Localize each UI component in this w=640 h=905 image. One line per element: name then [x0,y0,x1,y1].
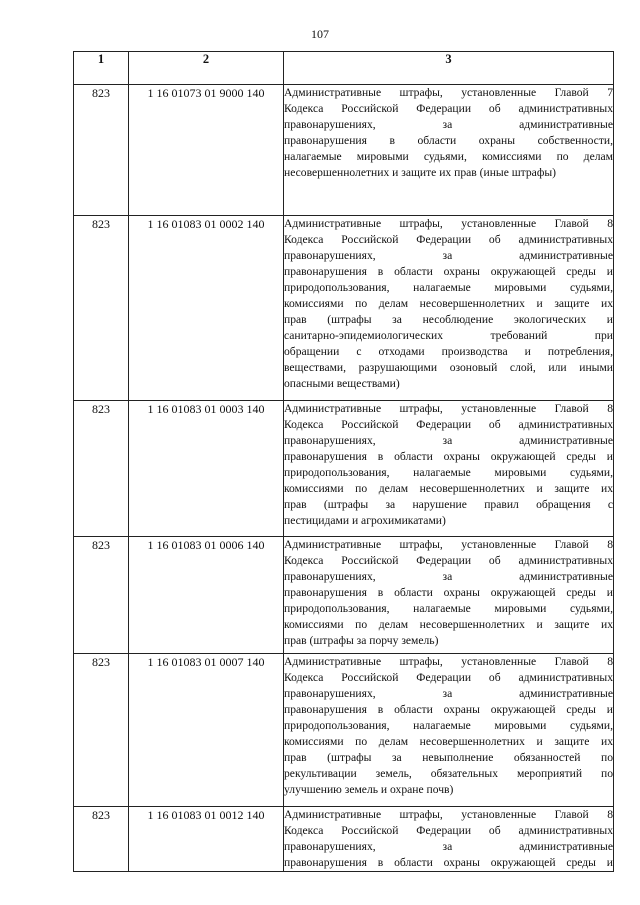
description-line: комиссиями по делам несовершеннолетних и защите их [284,482,613,495]
description-line: Кодекса Российской Федерации об административных [284,102,613,115]
description-line: веществами, разрушающими озоновый слой, или иными [284,361,613,374]
description-line: прав (штрафы за несоблюдение экологических и [284,313,613,326]
description-line: прав (штрафы за порчу земель) [284,634,439,647]
description-line: Кодекса Российской Федерации об административных [284,233,613,246]
description-line: Кодекса Российской Федерации об административных [284,824,613,837]
budget-code-cell: 1 16 01073 01 9000 140 [129,85,284,216]
description-line: правонарушения в области охраны окружающей среды и [284,265,613,278]
description-line: комиссиями по делам несовершеннолетних и защите их [284,735,613,748]
description-line: правонарушениях, за административные [284,118,613,131]
description-line: правонарушения в области охраны окружающей среды и [284,703,613,716]
description-line: Административные штрафы, установленные Главой 8 [284,538,613,551]
description-cell [284,401,614,537]
description-line: налагаемые мировыми судьями, комиссиями по делам [284,150,613,163]
description-line: Кодекса Российской Федерации об административных [284,554,613,567]
description-line: правонарушениях, за административные [284,687,613,700]
budget-code-cell: 1 16 01083 01 0002 140 [129,216,284,401]
description-line: природопользования, налагаемые мировыми судьями, [284,602,613,615]
description-line: опасными веществами) [284,377,400,390]
table-header-row [74,52,614,85]
description-line: пестицидами и агрохимикатами) [284,514,446,527]
description-line: комиссиями по делам несовершеннолетних и защите их [284,618,613,631]
description-line: комиссиями по делам несовершеннолетних и защите их [284,297,613,310]
description-line: прав (штрафы за нарушение правил обращения с [284,498,613,511]
description-line: несовершеннолетних и защите их прав (иные штрафы) [284,166,556,179]
table-row [74,537,614,654]
description-line: природопользования, налагаемые мировыми судьями, [284,466,613,479]
budget-code-cell: 1 16 01083 01 0012 140 [129,807,284,872]
table-row [74,85,614,216]
admin-code-cell: 823 [74,654,129,807]
budget-code-cell: 1 16 01083 01 0006 140 [129,537,284,654]
table-row [74,654,614,807]
description-line: Административные штрафы, установленные Главой 8 [284,217,613,230]
description-cell [284,654,614,807]
description-line: правонарушениях, за административные [284,249,613,262]
admin-code-cell: 823 [74,807,129,872]
description-line: правонарушения в области охраны окружающей среды и [284,450,613,463]
description-line: Кодекса Российской Федерации об административных [284,671,613,684]
description-line: Кодекса Российской Федерации об административных [284,418,613,431]
page-number: 107 [311,27,329,41]
admin-code-cell: 823 [74,401,129,537]
description-line: Административные штрафы, установленные Главой 8 [284,655,613,668]
budget-classification-table [73,51,614,872]
description-line: Административные штрафы, установленные Главой 7 [284,86,613,99]
description-line: санитарно-эпидемиологических требований при [284,329,613,342]
description-line: Административные штрафы, установленные Главой 8 [284,402,613,415]
column-header-3: 3 [284,52,614,85]
description-line: Административные штрафы, установленные Главой 8 [284,808,613,821]
description-cell [284,537,614,654]
admin-code-cell: 823 [74,216,129,401]
description-line: обращении с отходами производства и потребления, [284,345,613,358]
description-line: правонарушениях, за административные [284,434,613,447]
description-line: прав (штрафы за невыполнение обязанностей по [284,751,613,764]
description-line: природопользования, налагаемые мировыми судьями, [284,281,613,294]
description-line: правонарушения в области охраны собственности, [284,134,613,147]
column-header-2: 2 [129,52,284,85]
admin-code-cell: 823 [74,537,129,654]
description-line: правонарушениях, за административные [284,570,613,583]
description-line: правонарушениях, за административные [284,840,613,853]
table-row [74,807,614,872]
description-line: правонарушения в области охраны окружающей среды и [284,856,613,869]
table-row [74,216,614,401]
table-body [74,85,614,872]
description-cell [284,85,614,216]
description-cell [284,807,614,872]
description-line: улучшению земель и охране почв) [284,783,454,796]
description-line: правонарушения в области охраны окружающей среды и [284,586,613,599]
description-cell [284,216,614,401]
table-row [74,401,614,537]
description-line: природопользования, налагаемые мировыми судьями, [284,719,613,732]
column-header-1: 1 [74,52,129,85]
description-line: рекультивации земель, обязательных мероприятий по [284,767,613,780]
admin-code-cell: 823 [74,85,129,216]
budget-code-cell: 1 16 01083 01 0007 140 [129,654,284,807]
budget-code-cell: 1 16 01083 01 0003 140 [129,401,284,537]
